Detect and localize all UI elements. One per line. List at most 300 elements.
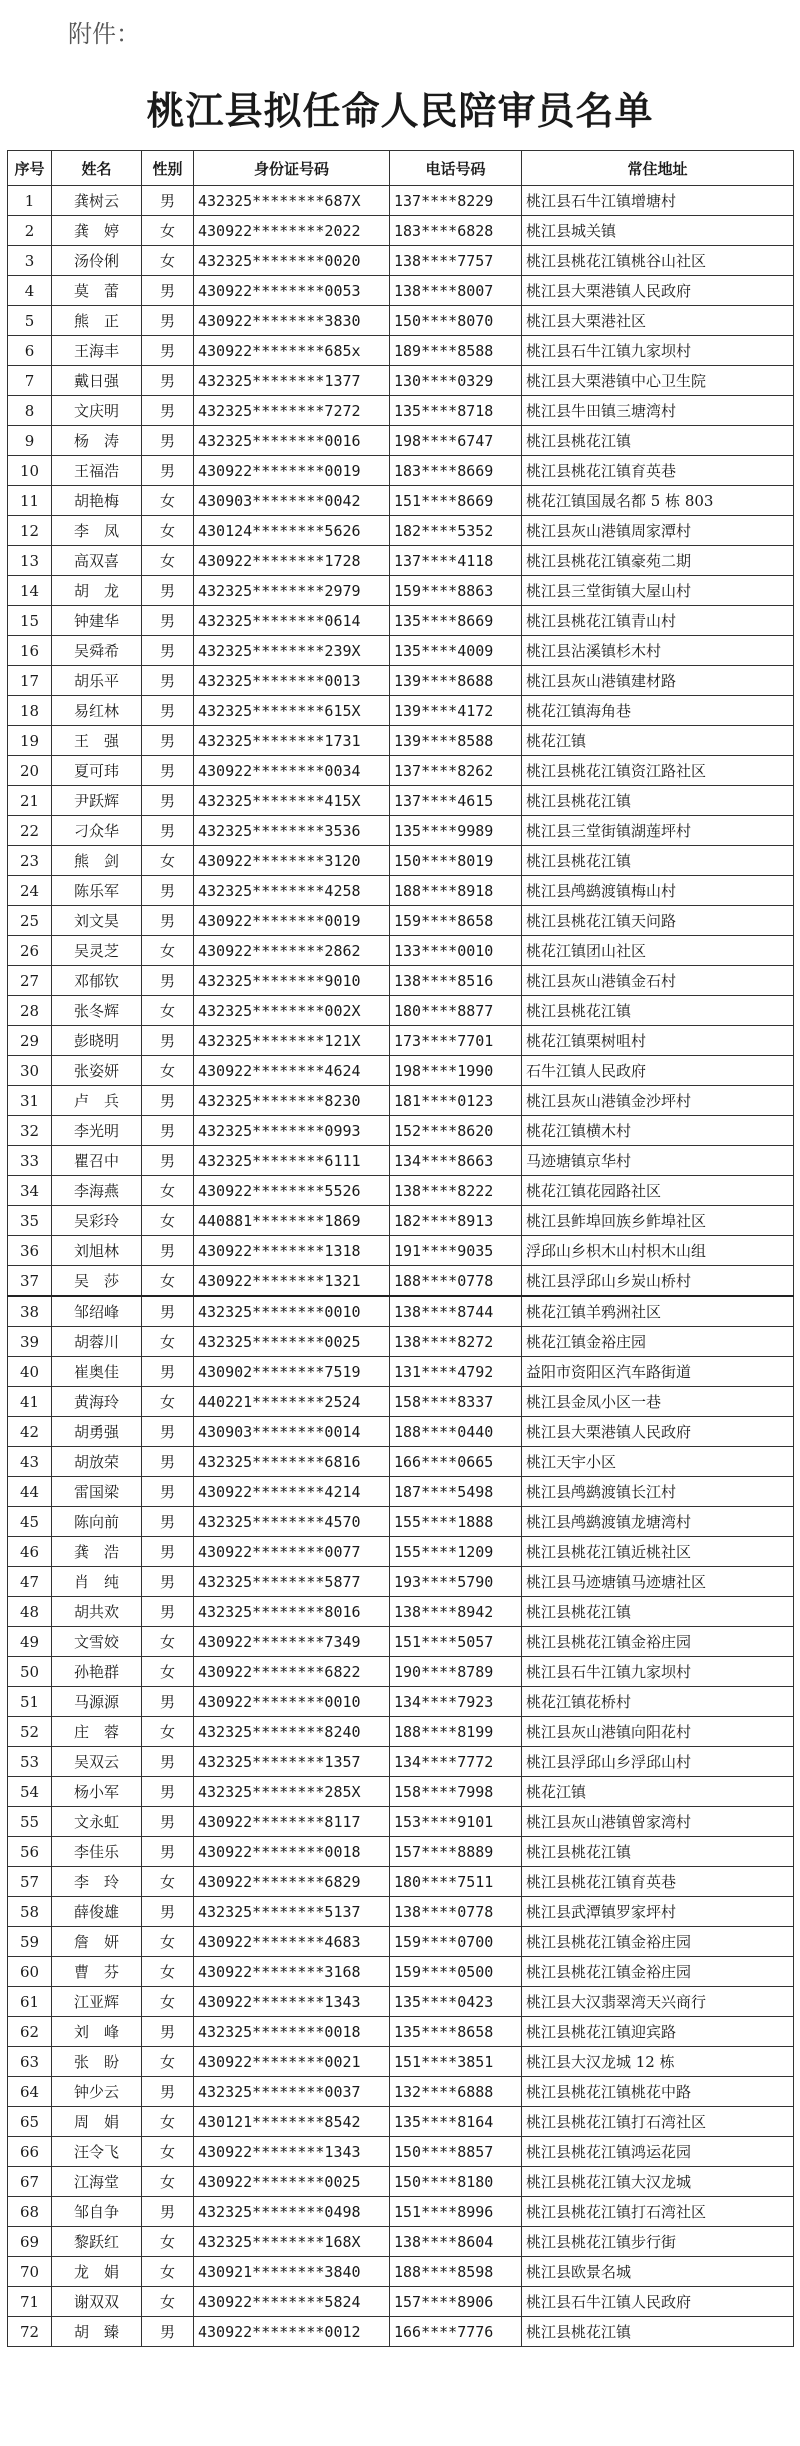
cell-phone: 138****8516 — [390, 966, 522, 996]
cell-name: 龚树云 — [52, 186, 142, 216]
cell-gender: 男 — [142, 1807, 194, 1837]
table-row — [8, 1507, 794, 1537]
cell-id-number: 432325********5877 — [194, 1567, 390, 1597]
table-row — [8, 306, 794, 336]
cell-gender: 男 — [142, 2317, 194, 2347]
table-row — [8, 1296, 794, 1327]
cell-gender: 男 — [142, 336, 194, 366]
cell-seq: 8 — [8, 396, 52, 426]
table-row — [8, 366, 794, 396]
cell-gender: 女 — [142, 1987, 194, 2017]
cell-phone: 135****8718 — [390, 396, 522, 426]
cell-id-number: 432325********9010 — [194, 966, 390, 996]
cell-gender: 女 — [142, 2287, 194, 2317]
cell-id-number: 430922********0010 — [194, 1687, 390, 1717]
table-row — [8, 1987, 794, 2017]
cell-name: 夏可玮 — [52, 756, 142, 786]
cell-address: 桃江县三堂街镇大屋山村 — [522, 576, 794, 606]
cell-phone: 180****7511 — [390, 1867, 522, 1897]
cell-name: 王福浩 — [52, 456, 142, 486]
table-row — [8, 2227, 794, 2257]
cell-address: 桃江县大汉龙城 12 栋 — [522, 2047, 794, 2077]
table-row — [8, 216, 794, 246]
table-row — [8, 846, 794, 876]
cell-name: 吴彩玲 — [52, 1206, 142, 1236]
cell-id-number: 430922********6822 — [194, 1657, 390, 1687]
cell-id-number: 430922********0012 — [194, 2317, 390, 2347]
cell-phone: 151****8996 — [390, 2197, 522, 2227]
cell-name: 彭晓明 — [52, 1026, 142, 1056]
table-row — [8, 906, 794, 936]
cell-address: 桃江县桃花江镇鸿运花园 — [522, 2137, 794, 2167]
cell-address: 桃江县大栗港社区 — [522, 306, 794, 336]
cell-seq: 19 — [8, 726, 52, 756]
table-row — [8, 246, 794, 276]
cell-name: 李光明 — [52, 1116, 142, 1146]
cell-gender: 女 — [142, 1266, 194, 1297]
cell-name: 吴双云 — [52, 1747, 142, 1777]
cell-address: 桃江县桃花江镇迎宾路 — [522, 2017, 794, 2047]
cell-gender: 男 — [142, 1357, 194, 1387]
cell-seq: 9 — [8, 426, 52, 456]
cell-gender: 男 — [142, 1417, 194, 1447]
table-row — [8, 2317, 794, 2347]
cell-phone: 134****7772 — [390, 1747, 522, 1777]
cell-gender: 男 — [142, 426, 194, 456]
cell-name: 刘文昊 — [52, 906, 142, 936]
cell-address: 桃江县灰山港镇曾家湾村 — [522, 1807, 794, 1837]
cell-seq: 72 — [8, 2317, 52, 2347]
cell-phone: 181****0123 — [390, 1086, 522, 1116]
cell-phone: 138****0778 — [390, 1897, 522, 1927]
cell-gender: 男 — [142, 756, 194, 786]
table-row — [8, 1717, 794, 1747]
table-row — [8, 2137, 794, 2167]
table-row — [8, 636, 794, 666]
cell-name: 杨 涛 — [52, 426, 142, 456]
cell-id-number: 432325********0018 — [194, 2017, 390, 2047]
table-row — [8, 756, 794, 786]
cell-id-number: 432325********4570 — [194, 1507, 390, 1537]
cell-address: 桃江县桃花江镇 — [522, 426, 794, 456]
cell-gender: 女 — [142, 2047, 194, 2077]
cell-id-number: 432325********121X — [194, 1026, 390, 1056]
cell-name: 刁众华 — [52, 816, 142, 846]
cell-phone: 137****8229 — [390, 186, 522, 216]
cell-gender: 女 — [142, 2227, 194, 2257]
table-row — [8, 606, 794, 636]
cell-name: 莫 蕾 — [52, 276, 142, 306]
cell-address: 桃江县桃花江镇 — [522, 996, 794, 1026]
cell-gender: 男 — [142, 1687, 194, 1717]
cell-phone: 183****8669 — [390, 456, 522, 486]
cell-id-number: 430922********685x — [194, 336, 390, 366]
cell-gender: 男 — [142, 276, 194, 306]
table-row — [8, 2257, 794, 2287]
cell-name: 肖 纯 — [52, 1567, 142, 1597]
cell-name: 曹 芬 — [52, 1957, 142, 1987]
cell-gender: 男 — [142, 1236, 194, 1266]
cell-gender: 男 — [142, 186, 194, 216]
cell-seq: 65 — [8, 2107, 52, 2137]
cell-gender: 男 — [142, 1897, 194, 1927]
cell-gender: 男 — [142, 1597, 194, 1627]
table-row — [8, 426, 794, 456]
table-row — [8, 1567, 794, 1597]
cell-address: 桃江县灰山港镇向阳花村 — [522, 1717, 794, 1747]
cell-id-number: 432325********4258 — [194, 876, 390, 906]
cell-seq: 32 — [8, 1116, 52, 1146]
cell-phone: 133****0010 — [390, 936, 522, 966]
cell-id-number: 430922********7349 — [194, 1627, 390, 1657]
cell-name: 龚 婷 — [52, 216, 142, 246]
table-row — [8, 486, 794, 516]
cell-seq: 7 — [8, 366, 52, 396]
cell-seq: 26 — [8, 936, 52, 966]
cell-name: 李 玲 — [52, 1867, 142, 1897]
cell-seq: 11 — [8, 486, 52, 516]
cell-phone: 150****8857 — [390, 2137, 522, 2167]
cell-id-number: 432325********0016 — [194, 426, 390, 456]
cell-address: 桃花江镇横木村 — [522, 1116, 794, 1146]
cell-seq: 22 — [8, 816, 52, 846]
cell-id-number: 430922********1343 — [194, 1987, 390, 2017]
cell-gender: 女 — [142, 546, 194, 576]
cell-address: 桃花江镇 — [522, 726, 794, 756]
table-row — [8, 1327, 794, 1357]
cell-gender: 男 — [142, 576, 194, 606]
cell-name: 邓郁钦 — [52, 966, 142, 996]
cell-phone: 138****8744 — [390, 1296, 522, 1327]
header-id-number: 身份证号码 — [194, 151, 390, 186]
cell-address: 桃江县大汉翡翠湾天兴商行 — [522, 1987, 794, 2017]
cell-gender: 女 — [142, 216, 194, 246]
cell-phone: 158****7998 — [390, 1777, 522, 1807]
cell-id-number: 432325********8016 — [194, 1597, 390, 1627]
cell-name: 黄海玲 — [52, 1387, 142, 1417]
cell-phone: 159****8863 — [390, 576, 522, 606]
cell-phone: 188****0778 — [390, 1266, 522, 1297]
cell-name: 李佳乐 — [52, 1837, 142, 1867]
cell-phone: 138****8604 — [390, 2227, 522, 2257]
cell-gender: 男 — [142, 1296, 194, 1327]
cell-phone: 139****8588 — [390, 726, 522, 756]
cell-name: 高双喜 — [52, 546, 142, 576]
cell-gender: 男 — [142, 966, 194, 996]
cell-phone: 188****8598 — [390, 2257, 522, 2287]
cell-id-number: 430922********1321 — [194, 1266, 390, 1297]
cell-address: 桃江县欧景名城 — [522, 2257, 794, 2287]
table-row — [8, 936, 794, 966]
table-row — [8, 1657, 794, 1687]
cell-address: 桃江县桃花江镇打石湾社区 — [522, 2107, 794, 2137]
cell-seq: 51 — [8, 1687, 52, 1717]
cell-id-number: 430922********2022 — [194, 216, 390, 246]
cell-seq: 20 — [8, 756, 52, 786]
header-name: 姓名 — [52, 151, 142, 186]
cell-gender: 男 — [142, 816, 194, 846]
cell-name: 王 强 — [52, 726, 142, 756]
cell-phone: 137****4615 — [390, 786, 522, 816]
cell-address: 桃江县桃花江镇育英巷 — [522, 456, 794, 486]
table-row — [8, 336, 794, 366]
header-seq: 序号 — [8, 151, 52, 186]
cell-gender: 男 — [142, 636, 194, 666]
cell-name: 熊 剑 — [52, 846, 142, 876]
cell-seq: 41 — [8, 1387, 52, 1417]
cell-phone: 152****8620 — [390, 1116, 522, 1146]
cell-name: 谢双双 — [52, 2287, 142, 2317]
cell-id-number: 430922********0034 — [194, 756, 390, 786]
table-row — [8, 396, 794, 426]
table-body — [8, 186, 794, 2347]
cell-gender: 女 — [142, 1327, 194, 1357]
table-row — [8, 1537, 794, 1567]
table-row — [8, 1026, 794, 1056]
cell-name: 文永虹 — [52, 1807, 142, 1837]
cell-address: 桃江县桃花江镇金裕庄园 — [522, 1927, 794, 1957]
cell-phone: 159****8658 — [390, 906, 522, 936]
cell-id-number: 432325********2979 — [194, 576, 390, 606]
cell-name: 江亚辉 — [52, 1987, 142, 2017]
table-row — [8, 876, 794, 906]
cell-phone: 166****0665 — [390, 1447, 522, 1477]
cell-phone: 150****8070 — [390, 306, 522, 336]
cell-phone: 155****1888 — [390, 1507, 522, 1537]
cell-id-number: 430902********7519 — [194, 1357, 390, 1387]
table-row — [8, 966, 794, 996]
cell-id-number: 430922********1728 — [194, 546, 390, 576]
cell-seq: 66 — [8, 2137, 52, 2167]
cell-address: 桃江县桃花江镇 — [522, 2317, 794, 2347]
cell-gender: 女 — [142, 516, 194, 546]
cell-name: 戴日强 — [52, 366, 142, 396]
cell-gender: 男 — [142, 1146, 194, 1176]
cell-address: 桃花江镇花园路社区 — [522, 1176, 794, 1206]
cell-phone: 130****0329 — [390, 366, 522, 396]
cell-name: 张姿妍 — [52, 1056, 142, 1086]
cell-phone: 138****8007 — [390, 276, 522, 306]
cell-gender: 女 — [142, 1927, 194, 1957]
cell-phone: 158****8337 — [390, 1387, 522, 1417]
cell-address: 桃江县鲊埠回族乡鲊埠社区 — [522, 1206, 794, 1236]
cell-phone: 182****8913 — [390, 1206, 522, 1236]
cell-seq: 44 — [8, 1477, 52, 1507]
cell-gender: 女 — [142, 246, 194, 276]
cell-address: 桃江县桃花江镇天问路 — [522, 906, 794, 936]
cell-name: 雷国梁 — [52, 1477, 142, 1507]
cell-seq: 52 — [8, 1717, 52, 1747]
table-row — [8, 1266, 794, 1297]
cell-gender: 女 — [142, 486, 194, 516]
cell-name: 吴舜希 — [52, 636, 142, 666]
cell-seq: 49 — [8, 1627, 52, 1657]
cell-seq: 48 — [8, 1597, 52, 1627]
cell-gender: 女 — [142, 2107, 194, 2137]
cell-seq: 57 — [8, 1867, 52, 1897]
cell-name: 马源源 — [52, 1687, 142, 1717]
cell-address: 桃江县浮邱山乡浮邱山村 — [522, 1747, 794, 1777]
cell-id-number: 430922********1343 — [194, 2137, 390, 2167]
cell-address: 桃江县鸬鹚渡镇长江村 — [522, 1477, 794, 1507]
cell-seq: 61 — [8, 1987, 52, 2017]
table-row — [8, 1086, 794, 1116]
cell-seq: 25 — [8, 906, 52, 936]
cell-phone: 159****0500 — [390, 1957, 522, 1987]
cell-seq: 70 — [8, 2257, 52, 2287]
cell-phone: 138****8942 — [390, 1597, 522, 1627]
cell-id-number: 432325********6816 — [194, 1447, 390, 1477]
cell-gender: 女 — [142, 996, 194, 1026]
cell-gender: 女 — [142, 1957, 194, 1987]
cell-id-number: 432325********0498 — [194, 2197, 390, 2227]
cell-id-number: 430922********0025 — [194, 2167, 390, 2197]
cell-phone: 183****6828 — [390, 216, 522, 246]
cell-seq: 38 — [8, 1296, 52, 1327]
cell-phone: 139****4172 — [390, 696, 522, 726]
cell-id-number: 432325********687X — [194, 186, 390, 216]
cell-gender: 男 — [142, 396, 194, 426]
cell-address: 桃花江镇海角巷 — [522, 696, 794, 726]
cell-phone: 134****7923 — [390, 1687, 522, 1717]
cell-id-number: 430922********0018 — [194, 1837, 390, 1867]
cell-address: 石牛江镇人民政府 — [522, 1056, 794, 1086]
cell-seq: 54 — [8, 1777, 52, 1807]
cell-seq: 69 — [8, 2227, 52, 2257]
cell-name: 陈乐军 — [52, 876, 142, 906]
cell-phone: 157****8889 — [390, 1837, 522, 1867]
cell-id-number: 432325********002X — [194, 996, 390, 1026]
cell-seq: 56 — [8, 1837, 52, 1867]
cell-gender: 男 — [142, 1507, 194, 1537]
table-row — [8, 1837, 794, 1867]
cell-address: 桃江县灰山港镇周家潭村 — [522, 516, 794, 546]
cell-phone: 151****8669 — [390, 486, 522, 516]
cell-phone: 135****8669 — [390, 606, 522, 636]
cell-gender: 女 — [142, 1387, 194, 1417]
cell-address: 桃江县浮邱山乡炭山桥村 — [522, 1266, 794, 1297]
table-row — [8, 1597, 794, 1627]
cell-address: 桃江县桃花江镇 — [522, 1597, 794, 1627]
cell-phone: 139****8688 — [390, 666, 522, 696]
cell-address: 马迹塘镇京华村 — [522, 1146, 794, 1176]
cell-id-number: 432325********415X — [194, 786, 390, 816]
cell-gender: 男 — [142, 2077, 194, 2107]
cell-phone: 180****8877 — [390, 996, 522, 1026]
cell-seq: 23 — [8, 846, 52, 876]
cell-address: 桃江县石牛江镇九家坝村 — [522, 1657, 794, 1687]
cell-phone: 131****4792 — [390, 1357, 522, 1387]
cell-name: 胡放荣 — [52, 1447, 142, 1477]
cell-seq: 24 — [8, 876, 52, 906]
cell-id-number: 430903********0014 — [194, 1417, 390, 1447]
cell-name: 邹自争 — [52, 2197, 142, 2227]
table-row — [8, 1897, 794, 1927]
cell-phone: 198****1990 — [390, 1056, 522, 1086]
cell-name: 胡蓉川 — [52, 1327, 142, 1357]
cell-phone: 134****8663 — [390, 1146, 522, 1176]
cell-phone: 193****5790 — [390, 1567, 522, 1597]
cell-address: 桃江县灰山港镇金沙坪村 — [522, 1086, 794, 1116]
table-row — [8, 2107, 794, 2137]
table-row — [8, 2017, 794, 2047]
cell-gender: 女 — [142, 2257, 194, 2287]
cell-id-number: 430121********8542 — [194, 2107, 390, 2137]
table-row — [8, 1206, 794, 1236]
cell-address: 桃花江镇栗树咀村 — [522, 1026, 794, 1056]
cell-address: 桃江县沾溪镇杉木村 — [522, 636, 794, 666]
juror-roster-table — [7, 150, 794, 2347]
cell-gender: 女 — [142, 936, 194, 966]
cell-seq: 15 — [8, 606, 52, 636]
cell-id-number: 432325********1377 — [194, 366, 390, 396]
cell-seq: 36 — [8, 1236, 52, 1266]
cell-id-number: 430922********4214 — [194, 1477, 390, 1507]
table-row — [8, 1627, 794, 1657]
table-row — [8, 1867, 794, 1897]
cell-address: 桃江天宇小区 — [522, 1447, 794, 1477]
cell-name: 刘旭林 — [52, 1236, 142, 1266]
cell-seq: 40 — [8, 1357, 52, 1387]
cell-id-number: 430922********2862 — [194, 936, 390, 966]
cell-address: 桃江县石牛江镇九家坝村 — [522, 336, 794, 366]
cell-phone: 188****8199 — [390, 1717, 522, 1747]
cell-seq: 53 — [8, 1747, 52, 1777]
cell-address: 桃江县武潭镇罗家坪村 — [522, 1897, 794, 1927]
attachment-label: 附件： — [68, 20, 140, 48]
cell-address: 桃江县鸬鹚渡镇梅山村 — [522, 876, 794, 906]
cell-id-number: 430922********8117 — [194, 1807, 390, 1837]
cell-phone: 189****8588 — [390, 336, 522, 366]
cell-gender: 女 — [142, 2167, 194, 2197]
cell-seq: 59 — [8, 1927, 52, 1957]
cell-seq: 71 — [8, 2287, 52, 2317]
cell-gender: 女 — [142, 1627, 194, 1657]
cell-id-number: 432325********0013 — [194, 666, 390, 696]
cell-address: 桃花江镇团山社区 — [522, 936, 794, 966]
table-row — [8, 1357, 794, 1387]
cell-seq: 35 — [8, 1206, 52, 1236]
cell-seq: 31 — [8, 1086, 52, 1116]
cell-seq: 39 — [8, 1327, 52, 1357]
cell-address: 桃花江镇花桥村 — [522, 1687, 794, 1717]
cell-seq: 18 — [8, 696, 52, 726]
cell-seq: 17 — [8, 666, 52, 696]
cell-address: 桃江县桃花江镇大汉龙城 — [522, 2167, 794, 2197]
cell-seq: 12 — [8, 516, 52, 546]
table-row — [8, 2197, 794, 2227]
cell-name: 胡 龙 — [52, 576, 142, 606]
cell-phone: 190****8789 — [390, 1657, 522, 1687]
cell-name: 胡艳梅 — [52, 486, 142, 516]
table-row — [8, 1236, 794, 1266]
cell-seq: 45 — [8, 1507, 52, 1537]
cell-gender: 男 — [142, 666, 194, 696]
cell-id-number: 432325********0010 — [194, 1296, 390, 1327]
cell-name: 汪令飞 — [52, 2137, 142, 2167]
cell-id-number: 430922********3120 — [194, 846, 390, 876]
cell-address: 桃江县桃花江镇打石湾社区 — [522, 2197, 794, 2227]
cell-seq: 4 — [8, 276, 52, 306]
table-row — [8, 2167, 794, 2197]
cell-name: 王海丰 — [52, 336, 142, 366]
cell-phone: 151****5057 — [390, 1627, 522, 1657]
cell-gender: 男 — [142, 906, 194, 936]
cell-id-number: 432325********0993 — [194, 1116, 390, 1146]
cell-phone: 150****8019 — [390, 846, 522, 876]
cell-name: 胡乐平 — [52, 666, 142, 696]
cell-address: 桃江县桃花江镇资江路社区 — [522, 756, 794, 786]
